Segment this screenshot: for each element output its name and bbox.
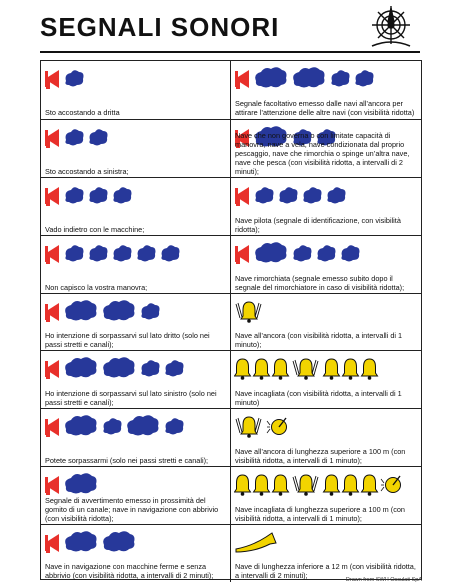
signal-pattern (234, 529, 280, 555)
short-blast-icon (65, 129, 83, 145)
bell-icon (273, 475, 289, 496)
signal-pattern (234, 240, 362, 266)
long-blast-icon (103, 531, 134, 551)
long-blast-icon (255, 242, 286, 262)
signal-cell-left (41, 409, 231, 467)
signal-description: Segnale facoltativo emesso dalle navi all’ancora per attirare l’attenzione delle altre navi (con visibilità ridotta) (235, 99, 415, 117)
signal-cell-right (231, 525, 421, 582)
signals-table (40, 60, 422, 580)
signal-cell-right (231, 294, 421, 351)
horn-icon (45, 476, 59, 495)
signal-cell-right (231, 236, 421, 294)
long-blast-icon (65, 531, 96, 551)
bell-ringing-icon (293, 475, 318, 496)
short-blast-icon (317, 245, 335, 261)
bell-ringing-icon (293, 359, 318, 380)
long-blast-icon (255, 67, 286, 87)
bell-icon (235, 359, 251, 380)
short-blast-icon (331, 70, 349, 86)
bell-ringing-icon (236, 417, 261, 438)
short-blast-icon (89, 245, 107, 261)
signal-description: Nave incagliata (con visibilità ridotta, a intervalli di 1 minuto) (235, 389, 402, 407)
horn-icon (45, 245, 59, 264)
horn-icon (45, 129, 59, 148)
signal-description: Nave all’ancora (con visibilità ridotta, a intervalli di 1 minuto); (235, 331, 403, 349)
long-blast-icon (65, 357, 96, 377)
horn-icon (235, 245, 249, 264)
signal-description: Sto accostando a dritta (45, 108, 120, 117)
signal-pattern (44, 413, 186, 439)
bell-icon (254, 359, 270, 380)
horn-icon (45, 534, 59, 553)
signal-cell-right (231, 351, 421, 409)
long-blast-icon (127, 415, 158, 435)
horn-icon (45, 303, 59, 322)
signal-description: Nave di lunghezza inferiore a 12 m (con visibilità ridotta, a intervalli di 2 minuti); (235, 562, 416, 580)
table-row (41, 524, 421, 582)
signal-pattern (44, 529, 138, 555)
credit-text: Drawn from SWH Osculati SpA (345, 577, 422, 583)
short-blast-icon (89, 187, 107, 203)
short-blast-icon (65, 187, 83, 203)
signal-cell-right (231, 120, 421, 178)
signal-cell-right (231, 61, 421, 119)
long-blast-icon (65, 415, 96, 435)
trumpet-icon (236, 533, 276, 552)
signal-cell-left (41, 236, 231, 294)
gong-icon (267, 418, 287, 435)
signal-description: Nave rimorchiata (segnale emesso subito dopo il segnale del rimorchiatore in caso di visibilità ridotta); (235, 274, 405, 292)
short-blast-icon (327, 187, 345, 203)
bell-icon (324, 475, 340, 496)
short-blast-icon (141, 303, 159, 319)
signal-description: Nave che non governa o con limitate capacità di manovra, nave a vela, nave condizionata dal proprio pescaggio, nave che rimorchia o spinge un’altra nave, nave che pesca (con visibilità ridotta, a intervalli di 2 minuti); (235, 131, 410, 176)
signal-pattern (234, 355, 380, 381)
short-blast-icon (89, 129, 107, 145)
signal-cell-right (231, 409, 421, 467)
bell-ringing-icon (236, 302, 261, 323)
table-row (41, 119, 421, 178)
short-blast-icon (279, 187, 297, 203)
signal-description: Ho intenzione di sorpassarvi sul lato dritto (solo nei passi stretti e canali); (45, 331, 210, 349)
bell-icon (324, 359, 340, 380)
signal-cell-right (231, 467, 421, 525)
bell-icon (343, 475, 359, 496)
bell-icon (235, 475, 251, 496)
table-row (41, 293, 421, 351)
bell-icon (273, 359, 289, 380)
signal-pattern (44, 355, 186, 381)
table-row (41, 350, 421, 409)
signal-description: Nave incagliata di lunghezza superiore a 100 m (con visibilità ridotta, a intervalli di 1 minuto); (235, 505, 405, 523)
long-blast-icon (65, 300, 96, 320)
horn-icon (45, 360, 59, 379)
horn-icon (45, 70, 59, 89)
signal-pattern (44, 471, 100, 497)
signal-pattern (44, 182, 134, 208)
signal-cell-right (231, 178, 421, 236)
short-blast-icon (103, 418, 121, 434)
short-blast-icon (293, 245, 311, 261)
bell-icon (343, 359, 359, 380)
ship-wheel-compass-icon (366, 4, 416, 50)
gong-icon (381, 476, 401, 493)
short-blast-icon (355, 70, 373, 86)
horn-icon (45, 418, 59, 437)
bell-icon (362, 359, 378, 380)
short-blast-icon (165, 360, 183, 376)
signal-description: Nave all’ancora di lunghezza superiore a 100 m (con visibilità ridotta, a intervalli di 1 minuto); (235, 447, 406, 465)
short-blast-icon (113, 245, 131, 261)
signal-description: Ho intenzione di sorpassarvi sul lato sinistro (solo nei passi stretti e canali); (45, 389, 217, 407)
signal-pattern (234, 182, 348, 208)
signal-description: Nave pilota (segnale di identificazione, con visibilità ridotta); (235, 216, 401, 234)
table-row (41, 466, 421, 525)
signal-pattern (44, 65, 86, 91)
long-blast-icon (65, 473, 96, 493)
page-title: SEGNALI SONORI (40, 12, 280, 42)
signal-pattern (44, 124, 110, 150)
signal-description: Sto accostando a sinistra; (45, 167, 129, 176)
signal-description: Segnale di avvertimento emesso in prossimità del gomito di un canale; nave in navigazione con abbrivio (con visibilità ridotta); (45, 496, 219, 523)
signal-pattern (234, 471, 404, 497)
short-blast-icon (161, 245, 179, 261)
short-blast-icon (137, 245, 155, 261)
table-row (41, 408, 421, 467)
short-blast-icon (341, 245, 359, 261)
long-blast-icon (293, 67, 324, 87)
short-blast-icon (165, 418, 183, 434)
signal-cell-left (41, 294, 231, 351)
signal-description: Potete sorpassarmi (solo nei passi stretti e canali); (45, 456, 209, 465)
signal-pattern (234, 413, 290, 439)
title-divider (40, 51, 420, 53)
horn-icon (235, 187, 249, 206)
long-blast-icon (103, 357, 134, 377)
short-blast-icon (255, 187, 273, 203)
signal-pattern (234, 65, 376, 91)
short-blast-icon (65, 70, 83, 86)
signal-pattern (44, 240, 182, 266)
signal-description: Vado indietro con le macchine; (45, 225, 145, 234)
bell-icon (254, 475, 270, 496)
signal-description: Non capisco la vostra manovra; (45, 283, 148, 292)
signal-description: Nave in navigazione con macchine ferme e senza abbrivio (con visibilità ridotta, a intervalli di 2 minuti); (45, 562, 214, 580)
table-row (41, 61, 421, 119)
bell-icon (362, 475, 378, 496)
horn-icon (45, 187, 59, 206)
horn-icon (235, 70, 249, 89)
signal-pattern (44, 298, 162, 324)
short-blast-icon (65, 245, 83, 261)
short-blast-icon (141, 360, 159, 376)
signal-cell-left (41, 467, 231, 525)
signal-cell-left (41, 61, 231, 119)
signal-cell-left (41, 178, 231, 236)
signal-pattern (234, 298, 266, 324)
short-blast-icon (113, 187, 131, 203)
table-row (41, 235, 421, 294)
signal-cell-left (41, 525, 231, 582)
signal-cell-left (41, 351, 231, 409)
table-row (41, 177, 421, 236)
signal-cell-left (41, 120, 231, 178)
short-blast-icon (303, 187, 321, 203)
long-blast-icon (103, 300, 134, 320)
